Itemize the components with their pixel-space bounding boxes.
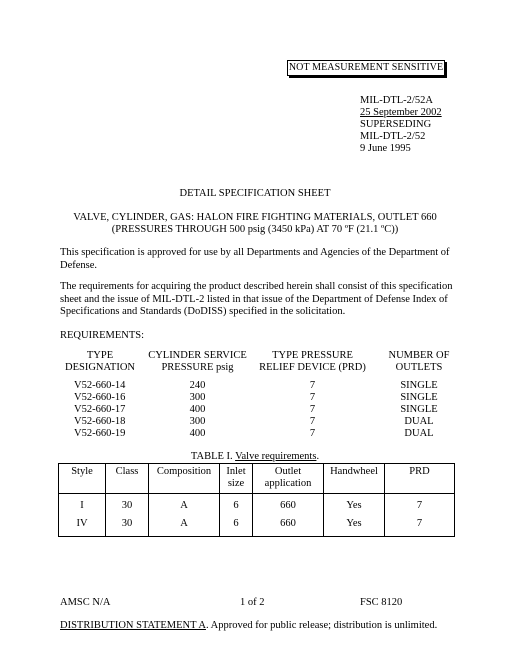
table1-header-outlet-application: Outlet application bbox=[253, 464, 324, 494]
requirements-heading: REQUIREMENTS: bbox=[60, 330, 144, 341]
req-col-header-type: TYPE DESIGNATION bbox=[65, 350, 135, 373]
table1-header-composition: Composition bbox=[149, 464, 220, 494]
req-pressure: 300 bbox=[189, 392, 206, 403]
req-designation: V52-660-19 bbox=[74, 428, 126, 439]
table1-cell-inlet-size: 6 bbox=[220, 494, 253, 516]
req-prd: 7 bbox=[309, 404, 316, 415]
distribution-text: . Approved for public release; distribution is unlimited. bbox=[205, 620, 438, 631]
table1-cell-class: 30 bbox=[106, 494, 149, 516]
table1-cell-prd: 7 bbox=[385, 515, 455, 537]
req-col-header-outlets: NUMBER OF OUTLETS bbox=[388, 350, 450, 373]
page-number: 1 of 2 bbox=[240, 597, 265, 608]
req-outlets: SINGLE bbox=[400, 380, 438, 391]
table1-cell-handwheel: Yes bbox=[324, 515, 385, 537]
footer-amsc: AMSC N/A bbox=[60, 597, 111, 608]
table1-cell-class: 30 bbox=[106, 515, 149, 537]
table1-caption: TABLE I. Valve requirements. bbox=[190, 451, 320, 462]
document-identification-block bbox=[360, 95, 442, 155]
superseded-date: 9 June 1995 bbox=[360, 143, 411, 154]
req-col-header-prd: TYPE PRESSURE RELIEF DEVICE (PRD) bbox=[259, 350, 366, 373]
table1-cell-composition: A bbox=[149, 515, 220, 537]
item-title-line2: (PRESSURES THROUGH 500 psig (3450 kPa) AT 70 ºF (21.1 ºC)) bbox=[111, 224, 399, 235]
table1-cell-inlet-size: 6 bbox=[220, 515, 253, 537]
req-prd: 7 bbox=[309, 392, 316, 403]
table1-cell-outlet-application: 660 bbox=[253, 494, 324, 516]
valve-requirements-table bbox=[58, 463, 455, 537]
req-designation: V52-660-14 bbox=[74, 380, 126, 391]
approval-paragraph: This specification is approved for use by all Departments and Agencies of the Department of Defense. bbox=[60, 247, 450, 271]
doc-number: MIL-DTL-2/52A bbox=[360, 95, 433, 106]
req-prd: 7 bbox=[309, 380, 316, 391]
footer-fsc: FSC 8120 bbox=[360, 597, 403, 608]
table1-header-class: Class bbox=[106, 464, 149, 494]
table1-caption-title: Valve requirements bbox=[235, 451, 317, 462]
req-designation: V52-660-16 bbox=[74, 392, 126, 403]
req-pressure: 400 bbox=[189, 428, 206, 439]
acquisition-paragraph: The requirements for acquiring the product described herein shall consist of this specification sheet and the issue of MIL-DTL-2 listed in that issue of the Department of Defense Index of Specifications and Standards (DoDISS) specified in the solicitation. bbox=[60, 281, 453, 317]
table-row bbox=[59, 494, 455, 516]
distribution-label: DISTRIBUTION STATEMENT A bbox=[60, 620, 206, 631]
superseding-label: SUPERSEDING bbox=[360, 119, 432, 130]
table-row bbox=[59, 515, 455, 537]
req-designation: V52-660-18 bbox=[74, 416, 126, 427]
table1-cell-style: I bbox=[59, 494, 106, 516]
req-outlets: DUAL bbox=[404, 428, 434, 439]
table1-header-style: Style bbox=[59, 464, 106, 494]
req-outlets: SINGLE bbox=[400, 404, 438, 415]
req-col-header-pressure: CYLINDER SERVICE PRESSURE psig bbox=[148, 350, 247, 373]
distribution-statement bbox=[60, 620, 437, 631]
table1-cell-handwheel: Yes bbox=[324, 494, 385, 516]
superseded-number: MIL-DTL-2/52 bbox=[360, 131, 426, 142]
req-pressure: 400 bbox=[189, 404, 206, 415]
table1-header-prd: PRD bbox=[385, 464, 455, 494]
table1-cell-style: IV bbox=[59, 515, 106, 537]
table1-header-inlet-size: Inlet size bbox=[220, 464, 253, 494]
measurement-marking-box: NOT MEASUREMENT SENSITIVE bbox=[287, 60, 445, 76]
req-outlets: DUAL bbox=[404, 416, 434, 427]
req-designation: V52-660-17 bbox=[74, 404, 126, 415]
doc-date: 25 September 2002 bbox=[360, 107, 442, 118]
req-prd: 7 bbox=[309, 416, 316, 427]
sheet-title: DETAIL SPECIFICATION SHEET bbox=[179, 188, 331, 199]
req-prd: 7 bbox=[309, 428, 316, 439]
req-outlets: SINGLE bbox=[400, 392, 438, 403]
table1-header-handwheel: Handwheel bbox=[324, 464, 385, 494]
item-title-line1: VALVE, CYLINDER, GAS: HALON FIRE FIGHTING MATERIALS, OUTLET 660 bbox=[73, 212, 437, 223]
table1-cell-composition: A bbox=[149, 494, 220, 516]
req-pressure: 300 bbox=[189, 416, 206, 427]
req-pressure: 240 bbox=[189, 380, 206, 391]
table1-cell-outlet-application: 660 bbox=[253, 515, 324, 537]
table1-cell-prd: 7 bbox=[385, 494, 455, 516]
